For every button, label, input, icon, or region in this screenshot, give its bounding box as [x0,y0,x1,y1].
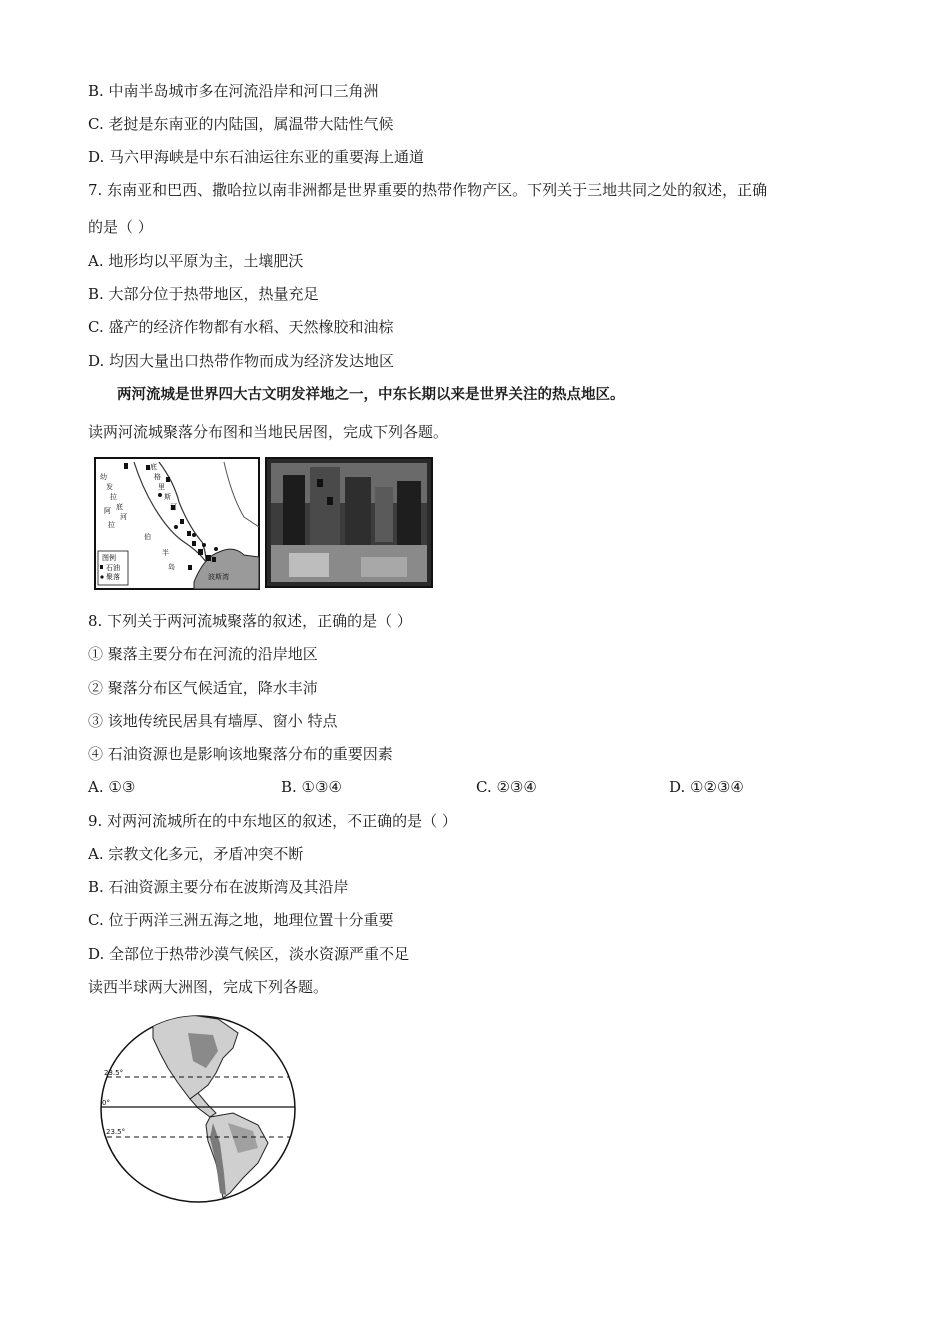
map-label-he2: 河 [170,503,177,511]
map-label-di: 底 [116,503,123,511]
map-label-di2: 底 [150,463,157,471]
map-label-fa: 发 [106,483,113,491]
q9-option-c: C. 位于两洋三洲五海之地，地理位置十分重要 [88,911,394,929]
map-label-li: 里 [158,483,165,491]
q7-option-a: A. 地形均以平原为主，土壤肥沃 [88,252,304,270]
outro-read: 读西半球两大洲图，完成下列各题。 [88,978,329,996]
q7-option-b: B. 大部分位于热带地区，热量充足 [88,285,319,303]
q9-option-d: D. 全部位于热带沙漠气候区，淡水资源严重不足 [88,945,410,963]
map-label-a: 阿 [104,507,111,515]
q8-option-a: A. ①③ [88,778,136,796]
map-label-ge: 格 [154,473,161,481]
q6-option-c: C. 老挝是东南亚的内陆国，属温带大陆性气候 [88,115,394,133]
map-label-bo: 伯 [144,533,151,541]
q9-option-b: B. 石油资源主要分布在波斯湾及其沿岸 [88,878,349,896]
q8-option-c: C. ②③④ [476,778,537,796]
q7-option-c: C. 盛产的经济作物都有水稻、天然橡胶和油棕 [88,318,394,336]
local-dwelling-photo [265,457,433,588]
q7-stem-line1: 7. 东南亚和巴西、撒哈拉以南非洲都是世界重要的热带作物产区。下列关于三地共同之处的叙述，正确 [88,181,768,199]
map-label-you: 幼 [100,473,107,481]
western-hemisphere-globe [98,1013,298,1205]
two-rivers-settlement-map [94,457,260,590]
q8-statement-1: ① 聚落主要分布在河流的沿岸地区 [88,645,318,663]
lat-north-label: 23.5° [104,1069,124,1077]
map-label-la2: 拉 [108,521,115,529]
q6-option-d: D. 马六甲海峡是中东石油运往东亚的重要海上通道 [88,148,425,166]
legend-settlement: 聚落 [106,573,120,581]
legend-title: 图例 [102,554,116,562]
map-label-si: 斯 [164,493,171,501]
map-label-he: 河 [120,513,127,521]
intro-read: 读两河流城聚落分布图和当地民居图，完成下列各题。 [88,423,449,441]
lat-south-label: 23.5° [106,1128,126,1136]
q8-option-d: D. ①②③④ [669,778,744,796]
q7-stem-line2: 的是（ ） [88,218,153,236]
map-label-dao: 岛 [168,563,175,571]
q6-option-b: B. 中南半岛城市多在河流沿岸和河口三角洲 [88,82,379,100]
q8-statement-2: ② 聚落分布区气候适宜，降水丰沛 [88,679,318,697]
gulf-label: 波斯湾 [208,573,229,581]
q7-option-d: D. 均因大量出口热带作物而成为经济发达地区 [88,352,395,370]
map-label-la: 拉 [110,493,117,501]
legend-oil: 石油 [106,564,120,572]
intro-bold: 两河流城是世界四大古文明发祥地之一，中东长期以来是世界关注的热点地区。 [117,387,625,403]
q8-option-b: B. ①③④ [281,778,342,796]
q9-stem: 9. 对两河流城所在的中东地区的叙述，不正确的是（ ） [88,812,457,830]
q9-option-a: A. 宗教文化多元，矛盾冲突不断 [88,845,304,863]
q8-statement-3: ③ 该地传统民居具有墙厚、窗小 特点 [88,712,338,730]
map-label-ban: 半 [162,549,169,557]
equator-label: 0° [102,1099,110,1107]
q8-stem: 8. 下列关于两河流城聚落的叙述，正确的是（ ） [88,612,412,630]
q8-statement-4: ④ 石油资源也是影响该地聚落分布的重要因素 [88,745,393,763]
